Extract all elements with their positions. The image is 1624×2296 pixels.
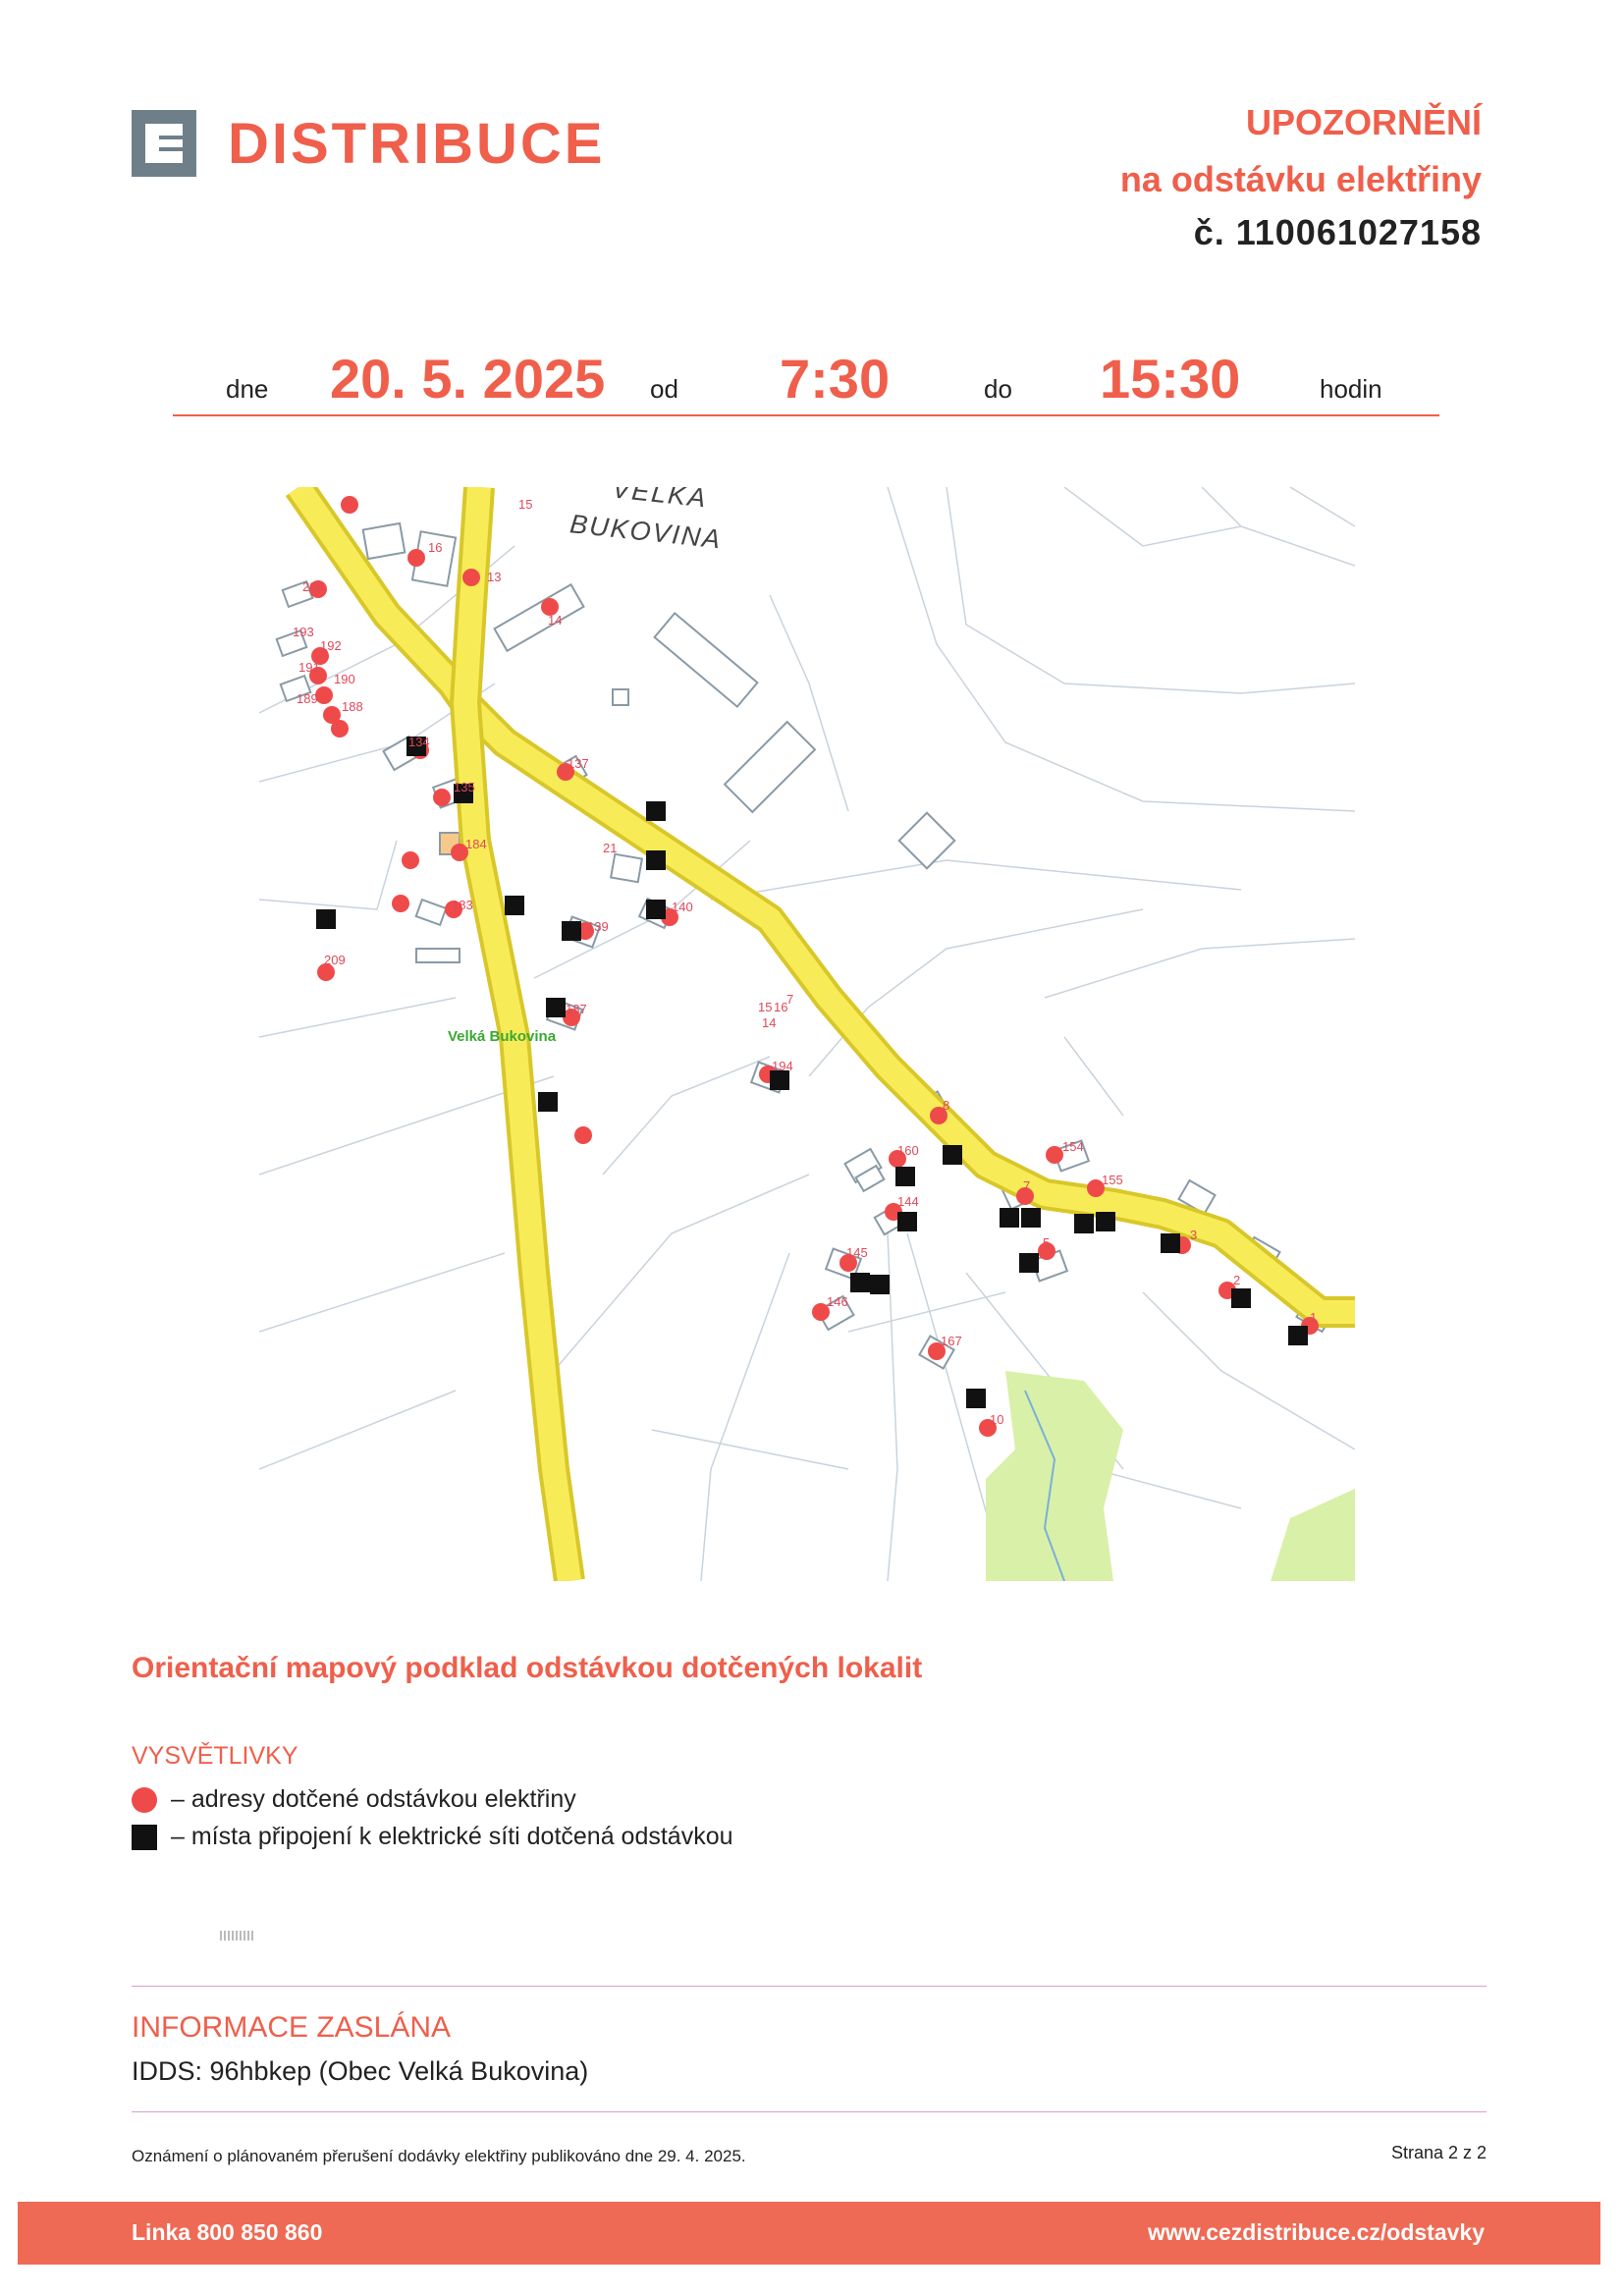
address-number-label: 189 — [297, 691, 318, 706]
address-number-label: 145 — [846, 1245, 868, 1260]
connection-point — [1074, 1214, 1094, 1233]
address-number-label: 16 — [774, 1000, 788, 1014]
connection-point — [546, 998, 566, 1017]
address-number-label: 209 — [324, 953, 346, 967]
address-number-label: 154 — [1062, 1139, 1084, 1154]
schedule-row — [173, 344, 1439, 416]
address-number-label: 21 — [603, 841, 618, 855]
address-number-label: 2 — [1233, 1273, 1241, 1287]
connection-point — [1231, 1288, 1251, 1308]
address-number-label: 191 — [298, 660, 320, 675]
connection-point — [538, 1092, 558, 1112]
address-dot — [407, 549, 425, 567]
green-area — [986, 1371, 1123, 1581]
address-number-label: 160 — [897, 1143, 919, 1158]
address-number-label: 134 — [408, 735, 430, 749]
connection-point — [646, 850, 666, 870]
divider — [132, 1986, 1487, 1987]
connection-point — [895, 1167, 915, 1186]
map-caption: Orientační mapový podklad odstávkou dotčených lokalit — [132, 1652, 923, 1684]
address-number-label: 140 — [672, 900, 693, 914]
address-dot-icon — [132, 1787, 157, 1813]
outage-map — [259, 487, 1355, 1581]
legend-dot-label: – adresy dotčené odstávkou elektřiny — [171, 1785, 576, 1813]
map-svg — [259, 487, 1355, 1581]
connection-point — [966, 1389, 986, 1408]
cez-logo-icon — [132, 110, 196, 177]
address-number-label: 5 — [1043, 1235, 1051, 1250]
logo-text: DISTRIBUCE — [228, 112, 606, 176]
connection-point — [850, 1273, 870, 1292]
address-dot — [402, 851, 419, 869]
notice-number: č. 110061027158 — [1193, 212, 1482, 252]
connection-point — [646, 801, 666, 821]
address-number-label: 14 — [762, 1015, 777, 1030]
address-dot — [341, 496, 358, 514]
legend-title: VYSVĚTLIVKY — [132, 1742, 298, 1770]
connection-square-icon — [132, 1825, 157, 1850]
connection-point — [562, 921, 581, 941]
connection-point — [870, 1275, 890, 1294]
scan-smudge — [220, 1931, 255, 1941]
address-number-label: 7 — [786, 992, 794, 1007]
connection-point — [1161, 1233, 1180, 1253]
address-number-label: 139 — [587, 919, 609, 934]
connection-point — [1000, 1208, 1019, 1228]
address-number-label: 194 — [772, 1059, 793, 1073]
address-number-label: 10 — [990, 1412, 1004, 1427]
village-label-green: Velká Bukovina — [448, 1028, 557, 1045]
legend-square-row — [132, 1823, 733, 1851]
address-number-label: 7 — [1023, 1178, 1031, 1193]
website-link[interactable]: www.cezdistribuce.cz/odstavky — [1148, 2219, 1485, 2245]
publication-note: Oznámení o plánovaném přerušení dodávky elektřiny publikováno dne 29. 4. 2025. — [132, 2147, 746, 2165]
address-number-label: 16 — [428, 540, 443, 555]
connection-point — [943, 1145, 962, 1165]
address-dot — [331, 720, 349, 738]
address-number-label: 183 — [452, 898, 473, 912]
to-label: do — [984, 374, 1012, 404]
notice-subtitle: na odstávku elektřiny — [1119, 159, 1482, 199]
date-value: 20. 5. 2025 — [330, 348, 606, 410]
date-label: dne — [226, 374, 269, 404]
address-number-label: 13 — [487, 570, 502, 584]
notice-title: UPOZORNĚNÍ — [1245, 102, 1482, 142]
address-number-label: 15 — [758, 1000, 773, 1014]
connection-point — [1021, 1208, 1041, 1228]
from-label: od — [650, 374, 678, 404]
address-dot — [392, 895, 409, 912]
connection-point — [770, 1070, 789, 1090]
legend-dot-row — [132, 1785, 576, 1814]
address-number-label: 155 — [1102, 1173, 1123, 1187]
address-number-label: 1 — [1310, 1310, 1318, 1325]
connection-point — [505, 896, 524, 915]
info-value: IDDS: 96hbkep (Obec Velká Bukovina) — [132, 2056, 589, 2086]
unit-label: hodin — [1320, 374, 1382, 404]
address-number-label: 167 — [941, 1334, 962, 1348]
page-number: Strana 2 z 2 — [1390, 2143, 1487, 2162]
from-time: 7:30 — [780, 348, 891, 410]
address-dot — [462, 569, 480, 586]
address-number-label: 187 — [566, 1002, 587, 1016]
address-number-label: 184 — [465, 837, 487, 851]
address-number-label: 193 — [293, 625, 314, 639]
address-number-label: 8 — [943, 1098, 950, 1113]
to-time: 15:30 — [1100, 348, 1241, 410]
address-dot — [1046, 1146, 1063, 1164]
green-area — [1271, 1489, 1355, 1581]
address-number-label: 135 — [454, 780, 475, 794]
connection-point — [646, 900, 666, 919]
connection-point — [316, 909, 336, 929]
connection-point — [897, 1212, 917, 1231]
address-number-label: 14 — [548, 613, 563, 628]
divider — [132, 2111, 1487, 2112]
address-dot — [433, 789, 451, 806]
address-number-label: 192 — [320, 638, 342, 653]
address-dot — [574, 1126, 592, 1144]
address-number-label: 190 — [334, 672, 355, 686]
legend-square-label: – místa připojení k elektrické síti dotčená odstávkou — [171, 1823, 733, 1850]
connection-point — [1288, 1326, 1308, 1345]
address-number-label: 144 — [897, 1194, 919, 1209]
village-label-top: VELKÁ — [611, 487, 709, 514]
connection-point — [1096, 1212, 1115, 1231]
footer-bar — [18, 2202, 1600, 2265]
address-number-label: 3 — [1190, 1228, 1198, 1242]
connection-point — [1019, 1253, 1039, 1273]
address-number-label: 137 — [568, 756, 589, 771]
hotline: Linka 800 850 860 — [132, 2219, 323, 2245]
village-label-bottom: BUKOVINA — [568, 509, 724, 555]
address-number-label: 188 — [342, 699, 363, 714]
info-title: INFORMACE ZASLÁNA — [132, 2011, 452, 2044]
address-number-label: 146 — [827, 1294, 848, 1309]
address-number-label: 206 — [302, 579, 324, 594]
address-number-label: 15 — [518, 497, 533, 512]
